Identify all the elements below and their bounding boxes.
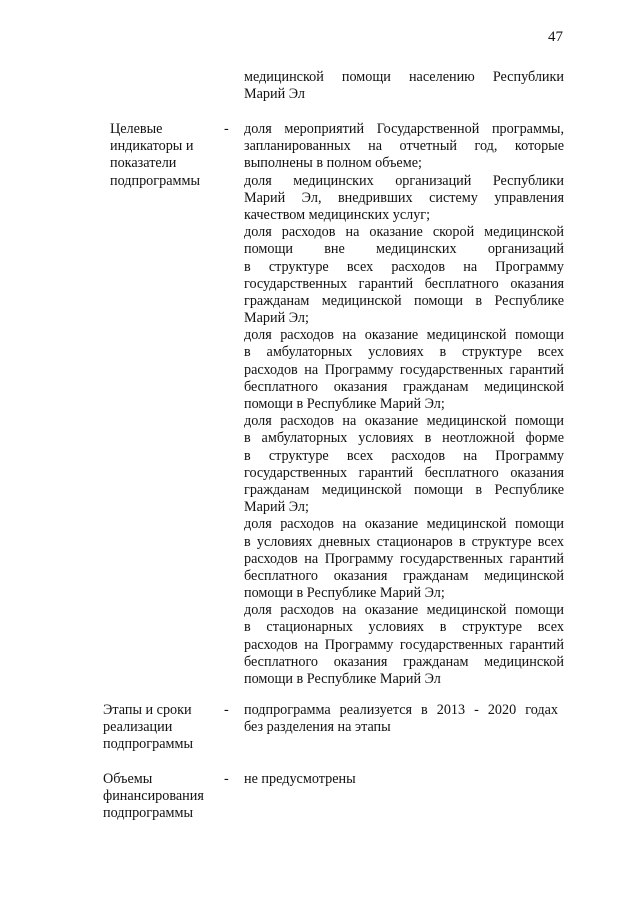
text-line: в амбулаторных условиях в структуре всех <box>244 344 564 361</box>
page-number: 47 <box>548 29 563 45</box>
text-line: в стационарных условиях в структуре всех <box>244 619 564 636</box>
text-line: без разделения на этапы <box>244 719 391 736</box>
label-line: индикаторы и <box>110 138 194 155</box>
text-line: качеством медицинских услуг; <box>244 206 431 223</box>
text-line: подпрограмма реализуется в 2013 - 2020 годах <box>244 702 558 718</box>
text-line: в амбулаторных условиях в неотложной форме <box>244 430 564 447</box>
text-line: помощи в Республике Марий Эл; <box>244 585 445 602</box>
label-line: подпрограммы <box>110 172 200 189</box>
text-line: в структуре всех расходов на Программу <box>244 447 564 464</box>
text-line: бесплатного оказания гражданам медицинской <box>244 378 564 395</box>
text-line: государственных гарантий бесплатного оказания <box>244 275 564 292</box>
text-line: в условиях дневных стационаров в структуре всех <box>244 533 564 550</box>
label-line: Объемы <box>103 771 153 787</box>
text-line: медицинской помощи населению Республики <box>244 69 564 85</box>
label-line: реализации <box>103 719 173 736</box>
text-line: гражданам медицинской помощи в Республике <box>244 481 564 498</box>
text-line: доля мероприятий Государственной программы, <box>244 121 564 137</box>
label-line: Этапы и сроки <box>103 702 192 718</box>
separator-dash: - <box>224 121 229 137</box>
text-line: расходов на Программу государственных гарантий <box>244 550 564 567</box>
text-line: выполнены в полном объеме; <box>244 155 422 172</box>
continuation-text <box>244 69 564 103</box>
text-line: Марий Эл; <box>244 310 309 327</box>
text-line: помощи вне медицинских организаций <box>244 241 564 258</box>
label-line: Целевые <box>110 121 163 137</box>
text-line: не предусмотрены <box>244 771 356 787</box>
text-line: Марий Эл <box>244 86 305 103</box>
label-line: подпрограммы <box>103 805 193 822</box>
text-line: государственных гарантий бесплатного оказания <box>244 464 564 481</box>
text-line: доля медицинских организаций Республики <box>244 172 564 189</box>
text-line: расходов на Программу государственных гарантий <box>244 361 564 378</box>
separator-dash: - <box>224 771 229 787</box>
text-line: расходов на Программу государственных гарантий <box>244 636 564 653</box>
text-line: Марий Эл; <box>244 499 309 516</box>
text-line: в структуре всех расходов на Программу <box>244 258 564 275</box>
label-line: подпрограммы <box>103 736 193 753</box>
label-line: показатели <box>110 155 177 172</box>
funding-label <box>103 771 204 823</box>
text-line: доля расходов на оказание скорой медицинской <box>244 224 564 241</box>
text-line: помощи в Республике Марий Эл; <box>244 396 445 412</box>
label-line: финансирования <box>103 788 204 805</box>
indicators-text <box>244 121 564 688</box>
funding-text <box>244 771 564 788</box>
text-line: запланированных на отчетный год, которые <box>244 138 564 155</box>
text-line: помощи в Республике Марий Эл <box>244 671 441 687</box>
text-line: доля расходов на оказание медицинской помощи <box>244 516 564 533</box>
text-line: доля расходов на оказание медицинской помощи <box>244 327 564 344</box>
stages-label <box>103 702 193 754</box>
text-line: бесплатного оказания гражданам медицинской <box>244 567 564 584</box>
text-line: гражданам медицинской помощи в Республике <box>244 292 564 309</box>
indicators-label <box>110 121 200 190</box>
text-line: Марий Эл, внедривших систему управления <box>244 189 564 206</box>
text-line: бесплатного оказания гражданам медицинской <box>244 653 564 670</box>
separator-dash: - <box>224 702 229 718</box>
text-line: доля расходов на оказание медицинской помощи <box>244 413 564 430</box>
text-line: доля расходов на оказание медицинской помощи <box>244 602 564 619</box>
stages-text <box>244 702 564 736</box>
